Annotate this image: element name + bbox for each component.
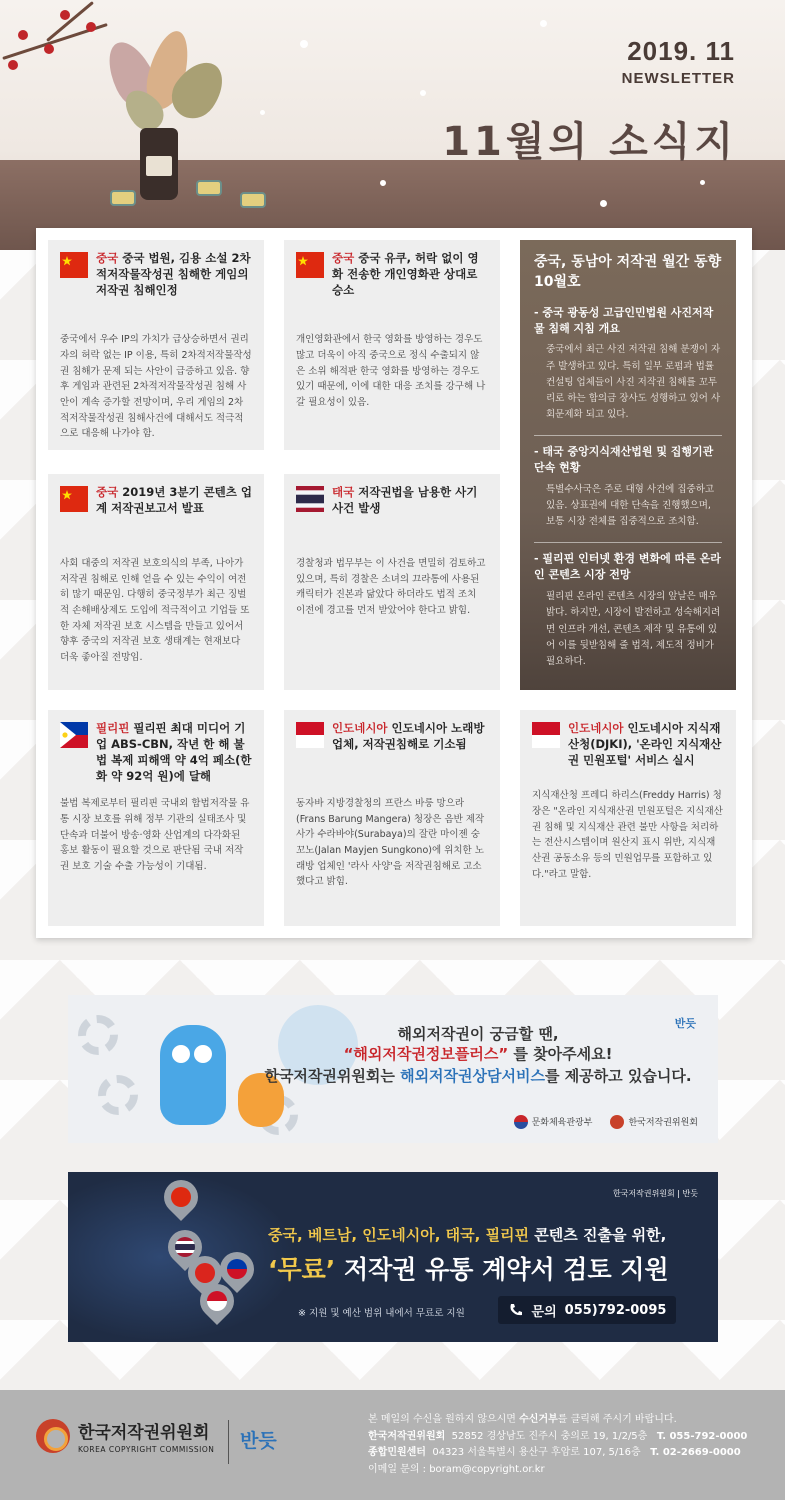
- candle-decoration: [110, 190, 136, 206]
- trend-section-body: 필리핀 온라인 콘텐츠 시장의 앞날은 매우 밝다. 하지만, 시장이 발전하고 성숙해지려면 인프라 개선, 콘텐츠 제작 및 유통에 있어 이를 뒷받침해 줄 법적, 제도적 정비가 필요하다.: [546, 591, 721, 667]
- snow-decoration: [380, 180, 386, 186]
- footer-info: [368, 1412, 747, 1478]
- bandeut-logo: 반듯: [240, 1430, 277, 1452]
- card-title: 필리핀 최대 미디어 기업 ABS-CBN, 작년 한 해 불법 복제 피해액 약 4억 페소(한화 약 92억 원)에 달해: [96, 721, 252, 784]
- banner-logos: [514, 1115, 698, 1130]
- bandeut-logo: 반듯: [674, 1017, 696, 1030]
- hq-address: 52852 경상남도 진주시 충의로 19, 1/2/5층: [451, 1430, 648, 1442]
- thailand-flag-icon: [296, 486, 324, 512]
- org-subtitle: KOREA COPYRIGHT COMMISSION: [78, 1445, 215, 1454]
- card-title: 저작권법을 남용한 사기 사건 발생: [332, 485, 478, 516]
- berry-decoration: [60, 10, 70, 20]
- gear-decoration: [78, 1015, 118, 1055]
- commission-mark-icon: [610, 1115, 624, 1129]
- card-title: 중국 법원, 김용 소설 2차적저작물작성권 침해한 게임의 저작권 침해인정: [96, 251, 251, 298]
- indonesia-flag-icon: [296, 722, 324, 748]
- card-country: 중국: [96, 251, 119, 265]
- divider: [534, 435, 722, 436]
- news-panel: [36, 228, 752, 938]
- snow-decoration: [600, 200, 607, 207]
- vase-decoration: [140, 128, 178, 200]
- trend-section-body: 특별수사국은 주로 대형 사건에 집중하고 있음. 상표권에 대한 단속을 진행했으며, 보통 시장 전체를 집중적으로 조치함.: [546, 484, 715, 528]
- commission-name: 한국저작권위원회: [628, 1117, 698, 1128]
- contract-review-banner[interactable]: [68, 1172, 718, 1342]
- news-card[interactable]: [284, 240, 500, 450]
- commission-mark-icon: [36, 1419, 70, 1453]
- candle-decoration: [196, 180, 222, 196]
- contact-phone: 055)792-0095: [564, 1302, 667, 1318]
- hq-line: [368, 1429, 747, 1446]
- card-country: 필리핀: [96, 721, 130, 735]
- divider: [534, 542, 722, 543]
- page-title: 11월의 소식지: [442, 119, 737, 165]
- card-body: 지식재산청 프레디 하리스(Freddy Harris) 청장은 "온라인 지식재산권 민원포털은 지식재산권 침해 및 지식재산 관련 불만 사항을 처리하는 전산시스템이며 원산지 표시 위반, 지식재산권 공동소유 등의 민원업무를 포함하고 있다."라고 말함.: [532, 790, 723, 880]
- snow-decoration: [260, 110, 265, 115]
- indonesia-flag-icon: [532, 722, 560, 748]
- center-name: 종합민원센터: [368, 1447, 426, 1458]
- card-body: 사회 대중의 저작권 보호의식의 부족, 나아가 저작권 침해로 인해 얻을 수 있는 수익이 여전히 많기 때문임. 다행히 중국정부가 최근 징벌적 손해배상제도 도입에 적극적이고 기업들 또한 자체 저작권 보호 시스템을 만들고 있어서 향후 중국의 저작권 보호 생태계는 현재보다 더욱 좋아질 전망임.: [60, 558, 250, 664]
- ministry-logo: [514, 1115, 593, 1130]
- phone-icon: [508, 1302, 524, 1318]
- banner-note: ※ 지원 및 예산 범위 내에서 무료로 지원: [298, 1308, 465, 1319]
- trend-section-body: 중국에서 최근 사진 저작권 침해 분쟁이 자주 발생하고 있다. 특히 일부 로펌과 법률 컨설팅 업체들이 사진 저작권 침해를 꼬투리로 하는 합의금 장사도 성행하고 있어 사회문제화 되고 있다.: [546, 344, 721, 421]
- footer-text: 를 클릭해 주시기 바랍니다.: [557, 1414, 677, 1425]
- berry-decoration: [8, 60, 18, 70]
- card-body: 중국에서 우수 IP의 가치가 급상승하면서 권리자의 허락 없는 IP 이용, 특히 2차적저작물작성권 침해가 문제 되는 사안이 급증하고 있음. 향후 게임과 관련된 2차적저작물작성권 침해 사안이 계속 증가할 전망이며, 우리 게임의 2차적저작물작성권 침해사건에 대해서도 적극적으로 대응해 나가야 함.: [60, 334, 252, 440]
- china-flag-icon: [60, 252, 88, 278]
- card-body: 개인영화관에서 한국 영화를 방영하는 경우도 많고 더욱이 아직 중국으로 정식 수출되지 않은 소위 해적판 한국 영화를 방영하는 경우도 있기 때문에, 이에 대한 대응 조치를 강구해 나갈 필요성이 있음.: [296, 334, 486, 408]
- asia-map-decoration: [68, 1172, 298, 1342]
- ministry-name: 문화체육관광부: [531, 1117, 593, 1128]
- banner-highlight: ‘무료’: [268, 1255, 336, 1284]
- banner-line-1: [268, 1224, 666, 1245]
- hq-name: 한국저작권위원회: [368, 1430, 446, 1442]
- newsletter-label: NEWSLETTER: [621, 70, 735, 87]
- banner-highlight: “해외저작권정보플러스”: [343, 1045, 509, 1063]
- footer-text: 본 메일의 수신을 원하지 않으시면: [368, 1414, 520, 1425]
- banner-line-2: [258, 1043, 698, 1064]
- banner-text: 저작권 유통 계약서 검토 지원: [335, 1255, 669, 1284]
- banner-text: 를 찾아주세요!: [508, 1045, 613, 1063]
- taegeuk-icon: [514, 1115, 528, 1129]
- berry-decoration: [86, 22, 96, 32]
- unsubscribe-link[interactable]: 수신거부: [519, 1414, 558, 1425]
- commission-logo[interactable]: [36, 1418, 214, 1454]
- org-name: 한국저작권위원회: [78, 1423, 210, 1443]
- center-phone: T. 02-2669-0000: [650, 1447, 741, 1458]
- hq-phone: T. 055-792-0000: [656, 1430, 748, 1442]
- trend-section-title: - 태국 중앙지식재산법원 및 집행기관 단속 현황: [534, 445, 714, 475]
- banner-logo: 한국저작권위원회 | 반듯: [612, 1189, 698, 1198]
- card-title: 2019년 3분기 콘텐츠 업계 저작권보고서 발표: [96, 485, 253, 516]
- news-card[interactable]: [284, 710, 500, 926]
- berry-decoration: [44, 44, 54, 54]
- news-card[interactable]: [284, 474, 500, 690]
- news-card[interactable]: [48, 240, 264, 450]
- banner-highlight: 중국, 베트남, 인도네시아, 태국, 필리핀: [268, 1226, 530, 1244]
- overseas-copyright-banner[interactable]: [68, 995, 718, 1143]
- gear-decoration: [98, 1075, 138, 1115]
- monthly-trend-box[interactable]: [520, 240, 736, 690]
- snow-decoration: [420, 90, 426, 96]
- contact-button[interactable]: [498, 1296, 676, 1324]
- center-address: 04323 서울특별시 용산구 후암로 107, 5/16층: [432, 1447, 641, 1458]
- unsubscribe-line: [368, 1412, 747, 1429]
- china-pin-icon: [157, 1173, 205, 1221]
- china-flag-icon: [60, 486, 88, 512]
- card-body: 동자바 지방경찰청의 프란스 바룽 망으라(Frans Barung Mangera) 청장은 음반 제작사가 수라바야(Surabaya)의 잘란 마이젠 숭꼬노(Jalan Mayjen Sungkono)에 위치한 노래방 업체인 '라사 사양'을 저작권침해로 고소했다고 밝힘.: [296, 798, 485, 888]
- issue-date: 2019. 11: [627, 36, 735, 66]
- card-title: 인도네시아 지식재산청(DJKI), '온라인 지식재산권 민원포털' 서비스 실시: [568, 721, 722, 768]
- trend-heading: 중국, 동남아 저작권 월간 동향 10월호: [534, 254, 722, 291]
- card-body: 경찰청과 법무부는 이 사건을 면밀히 검토하고 있으며, 특히 경찰은 소녀의 끄라통에 사용된 캐릭터가 진본과 닮았다 하더라도 법적 조치 이전에 경고를 먼저 받았어야 한다고 밝힘.: [296, 558, 486, 617]
- footer: [0, 1390, 785, 1500]
- banner-text: 한국저작권위원회는: [264, 1067, 401, 1085]
- snow-decoration: [700, 180, 705, 185]
- snow-decoration: [540, 20, 547, 27]
- center-line: [368, 1445, 747, 1462]
- card-country: 중국: [332, 251, 355, 265]
- blue-mascot-icon: [160, 1025, 226, 1125]
- news-card[interactable]: [520, 710, 736, 926]
- philippines-flag-icon: [60, 722, 88, 748]
- divider: [228, 1420, 229, 1464]
- trend-section-title: - 중국 광동성 고급인민법원 사진저작물 침해 지침 개요: [534, 305, 714, 335]
- newsletter-header: [0, 0, 785, 250]
- snow-decoration: [300, 40, 308, 48]
- berry-decoration: [18, 30, 28, 40]
- banner-highlight: 해외저작권상담서비스: [400, 1067, 545, 1085]
- email-line[interactable]: 이메일 문의 : boram@copyright.or.kr: [368, 1463, 545, 1475]
- card-body: 불법 복제로부터 필리핀 국내외 합법저작물 유통 시장 보호를 위해 정부 기관의 실태조사 및 단속과 더불어 방송·영화 산업계의 다각화된 홍보 활동이 필요할 것으로 판단됨 국내 저작권 보호 기술 수출 가능성이 기대됨.: [60, 798, 250, 873]
- card-title: 인도네시아 노래방 업체, 저작권침해로 기소됨: [332, 721, 485, 752]
- trend-section-title: - 필리핀 인터넷 환경 변화에 따른 온라인 콘텐츠 시장 전망: [534, 552, 721, 582]
- card-country: 태국: [332, 485, 355, 499]
- card-country: 인도네시아: [332, 721, 388, 735]
- card-title: 중국 유쿠, 허락 없이 영화 전송한 개인영화관 상대로 승소: [332, 251, 479, 298]
- commission-logo: [610, 1115, 698, 1130]
- banner-line-1: 해외저작권이 궁금할 땐,: [397, 1025, 559, 1043]
- banner-line-2: [268, 1250, 669, 1286]
- china-flag-icon: [296, 252, 324, 278]
- card-country: 인도네시아: [568, 721, 624, 735]
- contact-label: 문의: [531, 1304, 557, 1320]
- news-card[interactable]: [48, 710, 264, 926]
- candle-decoration: [240, 192, 266, 208]
- banner-text: 콘텐츠 진출을 위한,: [529, 1226, 667, 1244]
- banner-text: 를 제공하고 있습니다.: [544, 1067, 692, 1085]
- news-card[interactable]: [48, 474, 264, 690]
- card-country: 중국: [96, 485, 119, 499]
- banner-line-3: [258, 1065, 698, 1086]
